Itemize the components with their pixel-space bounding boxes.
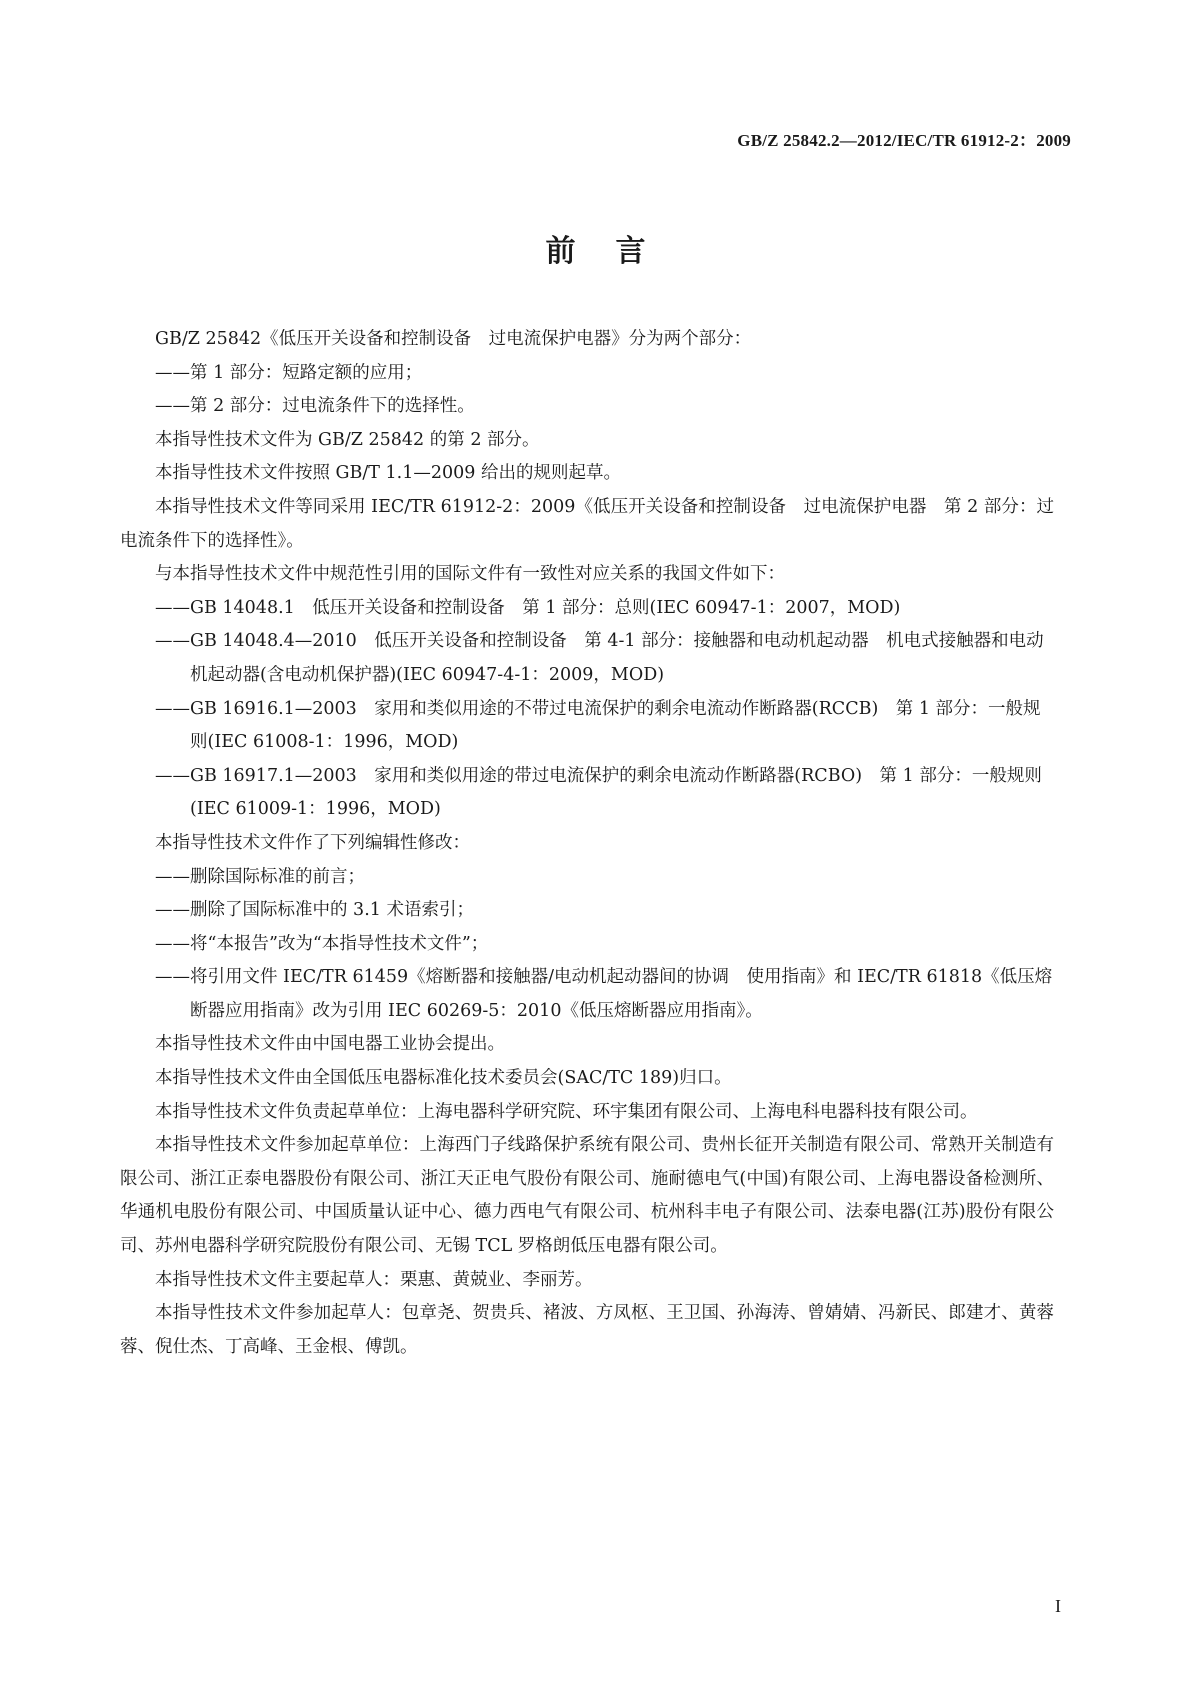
body-paragraph: 本指导性技术文件由中国电器工业协会提出。 [155,1034,505,1055]
reference-list-item: ——GB 16916.1—2003 家用和类似用途的不带过电流保护的剩余电流动作断路器(RCCB) 第 1 部分：一般规则(IEC 61008-1：1996，MOD) [155,698,1041,753]
page-title: 前言 [545,234,686,269]
reference-list-item: ——GB 14048.4—2010 低压开关设备和控制设备 第 4-1 部分：接触器和电动机起动器 机电式接触器和电动机起动器(含电动机保护器)(IEC 60947-4-1：2009，MOD) [155,631,1044,685]
body-paragraph: 本指导性技术文件为 GB/Z 25842 的第 2 部分。 [155,429,540,450]
body-paragraph: 本指导性技术文件参加起草单位：上海西门子线路保护系统有限公司、贵州长征开关制造有限公司、常熟开关制造有限公司、浙江正泰电器股份有限公司、浙江天正电气股份有限公司、施耐德电气(中国)有限公司、上海电器设备检测所、华通机电股份有限公司、中国质量认证中心、德力西电气有限公司、杭州科丰电子有限公司、法泰电器(江苏)股份有限公司、苏州电器科学研究院股份有限公司、无锡 TCL 罗格朗低压电器有限公司。 [120,1135,1054,1257]
body-paragraph: 与本指导性技术文件中规范性引用的国际文件有一致性对应关系的我国文件如下： [155,564,785,585]
edit-list-item: ——删除了国际标准中的 3.1 术语索引； [155,900,474,921]
body-paragraph: 本指导性技术文件由全国低压电器标准化技术委员会(SAC/TC 189)归口。 [155,1068,732,1089]
page-number: I [1055,1596,1061,1616]
body-paragraph: 本指导性技术文件按照 GB/T 1.1—2009 给出的规则起草。 [155,463,621,484]
standard-code-header: GB/Z 25842.2—2012/IEC/TR 61912-2：2009 [737,131,1071,150]
reference-list-item: ——GB 16917.1—2003 家用和类似用途的带过电流保护的剩余电流动作断路器(RCBO) 第 1 部分：一般规则(IEC 61009-1：1996，MOD) [155,765,1042,820]
edit-list-item: ——将“本报告”改为“本指导性技术文件”； [155,933,489,954]
body-paragraph: 本指导性技术文件作了下列编辑性修改： [155,832,470,853]
intro-paragraph: GB/Z 25842《低压开关设备和控制设备 过电流保护电器》分为两个部分： [155,329,752,349]
part-list-item: ——第 1 部分：短路定额的应用； [155,362,423,383]
reference-list-item: ——GB 14048.1 低压开关设备和控制设备 第 1 部分：总则(IEC 60947-1：2007，MOD) [155,597,901,618]
part-list-item: ——第 2 部分：过电流条件下的选择性。 [155,396,475,417]
edit-list-item: ——删除国际标准的前言； [155,866,365,887]
document-body [120,323,1054,1364]
body-paragraph: 本指导性技术文件主要起草人：栗惠、黄兢业、李丽芳。 [155,1269,593,1290]
body-paragraph: 本指导性技术文件负责起草单位：上海电器科学研究院、环宇集团有限公司、上海电科电器科技有限公司。 [155,1101,978,1122]
edit-list-item: ——将引用文件 IEC/TR 61459《熔断器和接触器/电动机起动器间的协调 使用指南》和 IEC/TR 61818《低压熔断器应用指南》改为引用 IEC 60269-5：2010《低压熔断器应用指南》。 [155,967,1053,1021]
body-paragraph: 本指导性技术文件参加起草人：包章尧、贺贵兵、褚波、方凤枢、王卫国、孙海涛、曾婧婧、冯新民、郎建才、黄蓉蓉、倪仕杰、丁高峰、王金根、傅凯。 [120,1303,1054,1357]
body-paragraph: 本指导性技术文件等同采用 IEC/TR 61912-2：2009《低压开关设备和控制设备 过电流保护电器 第 2 部分：过电流条件下的选择性》。 [120,496,1054,551]
